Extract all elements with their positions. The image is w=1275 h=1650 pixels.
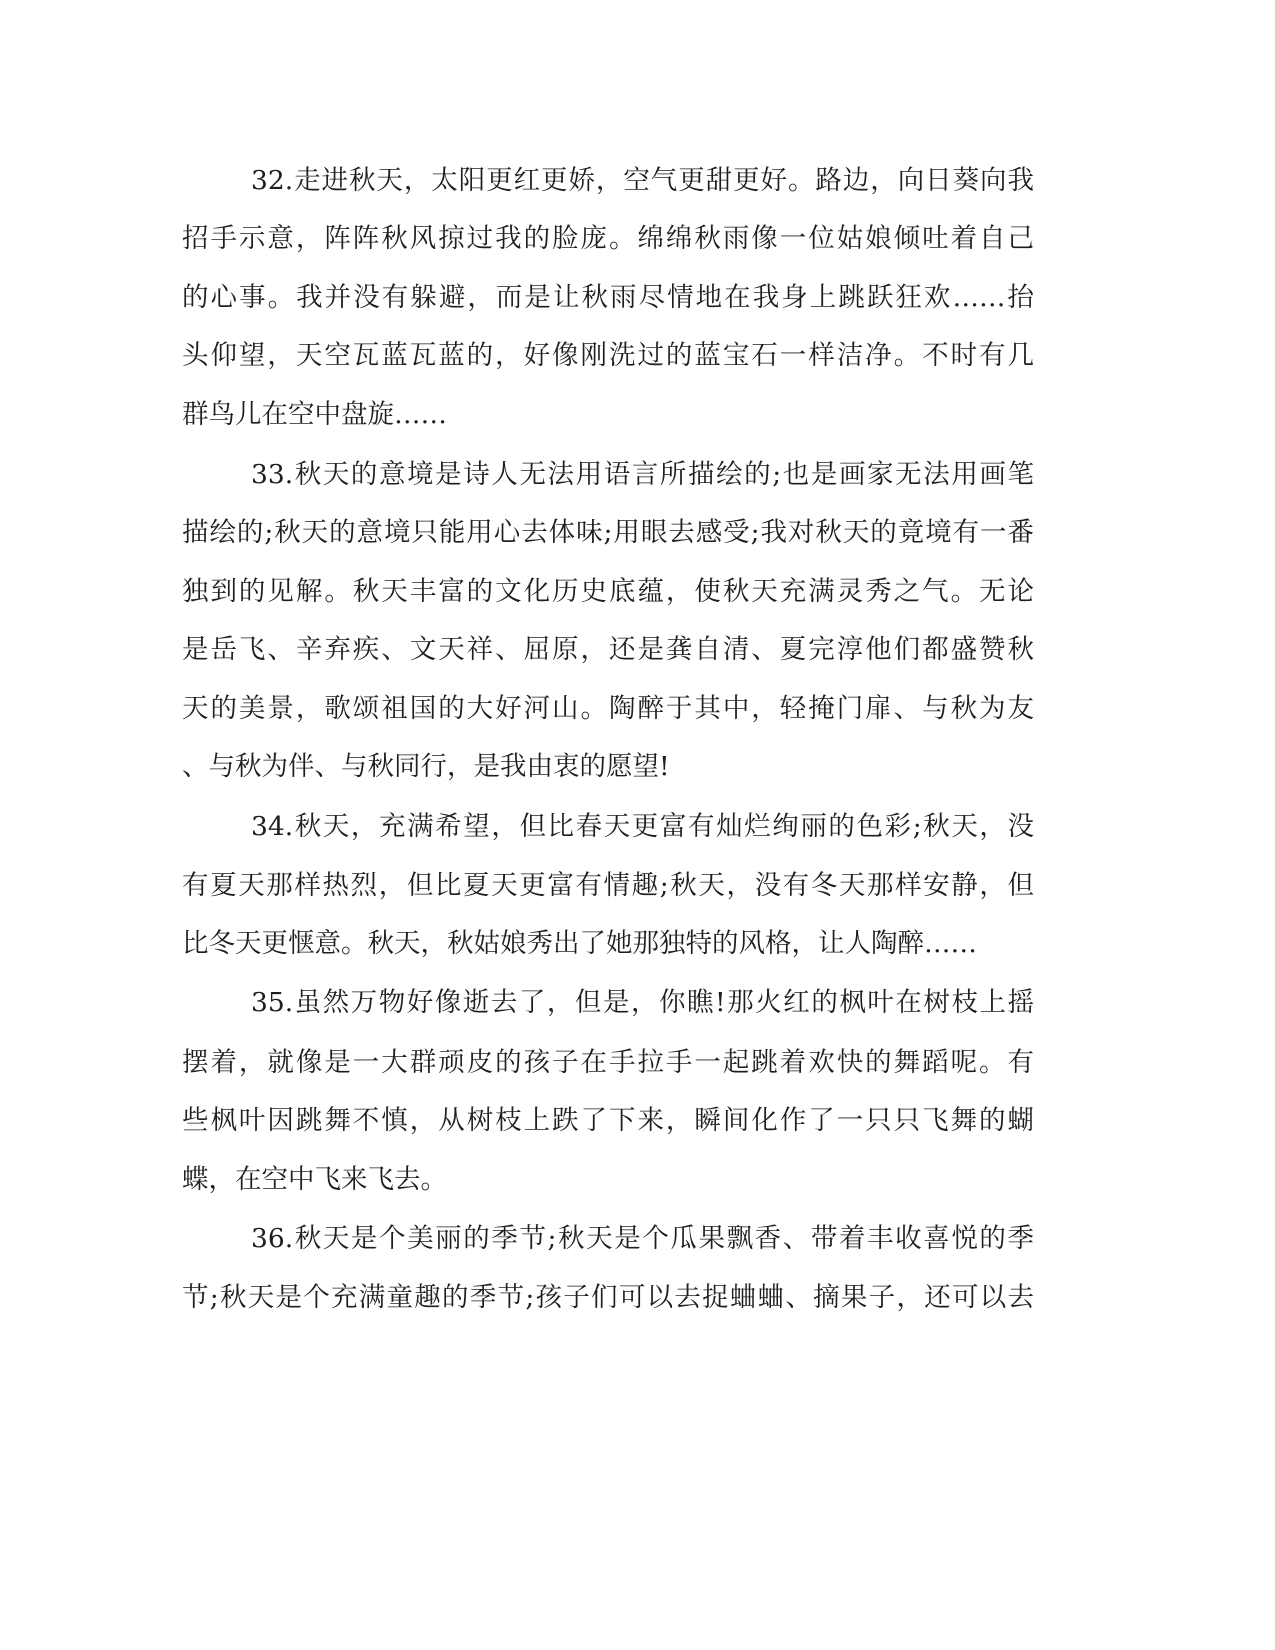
paragraph-33-line-4: 是岳飞、辛弃疾、文天祥、屈原，还是龚自清、夏完淳他们都盛赞秋 [182,634,1034,665]
paragraph-35-line-1: 35.虽然万物好像逝去了，但是，你瞧!那火红的枫叶在树枝上摇 [251,987,1034,1018]
paragraph-35-line-2: 摆着，就像是一大群顽皮的孩子在手拉手一起跳着欢快的舞蹈呢。有 [182,1047,1034,1078]
paragraph-32-line-1: 32.走进秋天，太阳更红更娇，空气更甜更好。路边，向日葵向我 [251,165,1034,196]
paragraph-35-line-4: 蝶，在空中飞来飞去。 [182,1164,447,1195]
paragraph-32-line-3: 的心事。我并没有躲避，而是让秋雨尽情地在我身上跳跃狂欢……抬 [182,282,1034,313]
paragraph-33-line-6: 、与秋为伴、与秋同行，是我由衷的愿望! [182,751,670,782]
paragraph-34-line-2: 有夏天那样热烈，但比夏天更富有情趣;秋天，没有冬天那样安静，但 [182,870,1034,901]
paragraph-32-line-2: 招手示意，阵阵秋风掠过我的脸庞。绵绵秋雨像一位姑娘倾吐着自己 [182,223,1034,254]
paragraph-33-line-5: 天的美景，歌颂祖国的大好河山。陶醉于其中，轻掩门扉、与秋为友 [182,693,1034,724]
paragraph-36-line-2: 节;秋天是个充满童趣的季节;孩子们可以去捉蛐蛐、摘果子，还可以去 [182,1282,1034,1313]
paragraph-36-line-1: 36.秋天是个美丽的季节;秋天是个瓜果飘香、带着丰收喜悦的季 [251,1223,1034,1254]
paragraph-33-line-2: 描绘的;秋天的意境只能用心去体味;用眼去感受;我对秋天的竟境有一番 [182,517,1034,548]
paragraph-34-line-1: 34.秋天，充满希望，但比春天更富有灿烂绚丽的色彩;秋天，没 [251,811,1034,842]
paragraph-35-line-3: 些枫叶因跳舞不慎，从树枝上跌了下来，瞬间化作了一只只飞舞的蝴 [182,1105,1034,1136]
paragraph-34-line-3: 比冬天更惬意。秋天，秋姑娘秀出了她那独特的风格，让人陶醉…… [182,928,977,959]
paragraph-33-line-3: 独到的见解。秋天丰富的文化历史底蕴，使秋天充满灵秀之气。无论 [182,576,1034,607]
paragraph-32-line-4: 头仰望，天空瓦蓝瓦蓝的，好像刚洗过的蓝宝石一样洁净。不时有几 [182,340,1034,371]
paragraph-33-line-1: 33.秋天的意境是诗人无法用语言所描绘的;也是画家无法用画笔 [251,459,1034,490]
paragraph-32-line-5: 群鸟儿在空中盘旋…… [182,399,447,430]
